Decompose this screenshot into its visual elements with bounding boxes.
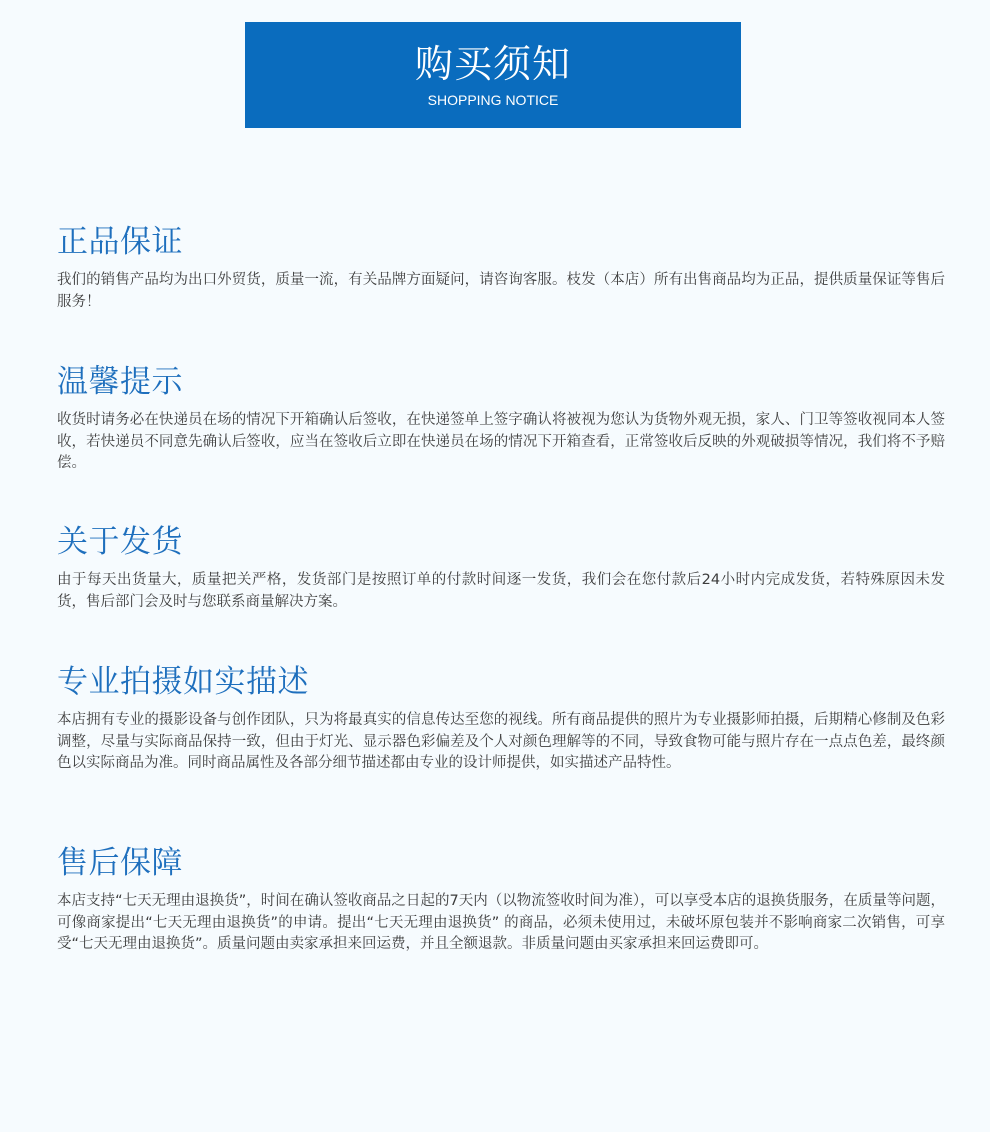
section-title: 售后保障 [57,845,183,881]
section-professional-photography [57,662,945,775]
section-warm-tips [57,362,945,475]
section-authentic-guarantee [57,222,945,313]
section-body: 我们的销售产品均为出口外贸货，质量一流，有关品牌方面疑问，请咨询客服。枝发（本店）所有出售商品均为正品，提供质量保证等售后服务！ [57,272,945,310]
section-title: 温馨提示 [57,364,183,400]
section-body: 本店拥有专业的摄影设备与创作团队，只为将最真实的信息传达至您的视线。所有商品提供的照片为专业摄影师拍摄，后期精心修制及色彩调整，尽量与实际商品保持一致，但由于灯光、显示器色彩偏差及个人对颜色理解等的不同，导致食物可能与照片存在一点点色差，最终颜色以实际商品为准。同时商品属性及各部分细节描述都由专业的设计师提供，如实描述产品特性。 [57,712,945,771]
section-title: 关于发货 [57,524,183,560]
section-title: 专业拍摄如实描述 [57,664,309,700]
section-body: 由于每天出货量大，质量把关严格，发货部门是按照订单的付款时间逐一发货，我们会在您付款后24小时内完成发货，若特殊原因未发货，售后部门会及时与您联系商量解决方案。 [57,572,945,610]
section-body: 本店支持“七天无理由退换货”，时间在确认签收商品之日起的7天内（以物流签收时间为准），可以享受本店的退换货服务，在质量等问题，可像商家提出“七天无理由退换货”的申请。提出“七天无理由退换货” 的商品，必须未使用过，未破坏原包装并不影响商家二次销售，可享受“七天无理由退换货”。质量问题由卖家承担来回运费，并且全额退款。非质量问题由买家承担来回运费即可。 [57,893,945,952]
banner-subtitle: SHOPPING NOTICE [427,92,559,108]
section-title: 正品保证 [57,224,183,260]
section-shipping [57,522,945,613]
banner-title: 购买须知 [414,42,571,86]
section-body: 收货时请务必在快递员在场的情况下开箱确认后签收，在快递签单上签字确认将被视为您认为货物外观无损，家人、门卫等签收视同本人签收，若快递员不同意先确认后签收，应当在签收后立即在快递员在场的情况下开箱查看，正常签收后反映的外观破损等情况，我们将不予赔偿。 [57,412,945,471]
shopping-notice-banner [245,22,741,128]
section-after-sales [57,843,945,956]
